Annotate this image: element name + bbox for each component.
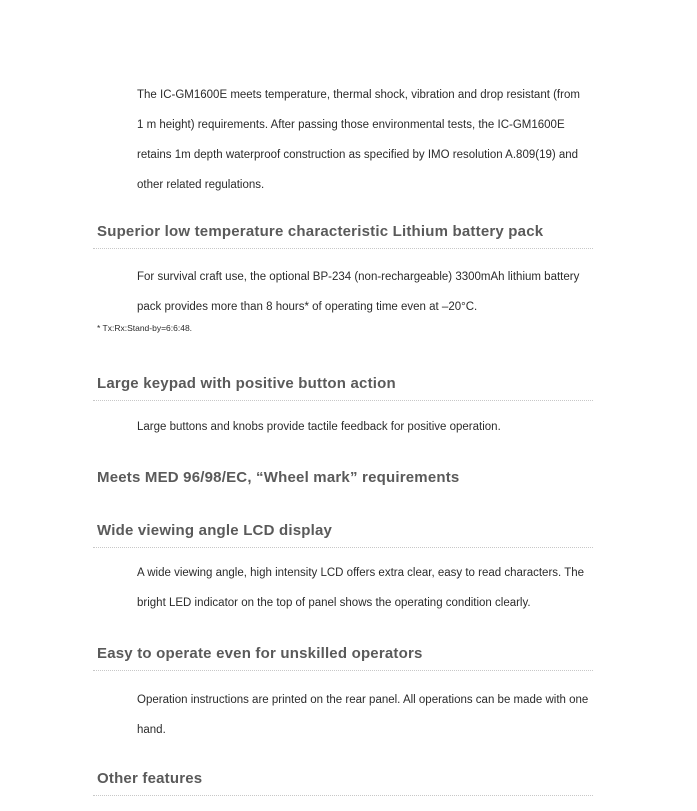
document-content [93, 0, 593, 796]
section-heading-med-wheel-mark: Meets MED 96/98/EC, “Wheel mark” requirements [97, 469, 460, 486]
intro-line: The IC-GM1600E meets temperature, thermal shock, vibration and drop resistant (from [137, 89, 580, 101]
section-heading-other-features: Other features [93, 769, 593, 796]
section-heading-keypad: Large keypad with positive button action [93, 374, 593, 401]
keypad-paragraph [137, 412, 593, 442]
lcd-line: A wide viewing angle, high intensity LCD offers extra clear, easy to read characters. The [137, 567, 585, 579]
lcd-line: bright LED indicator on the top of panel shows the operating condition clearly. [137, 597, 531, 609]
section-heading-lcd-display: Wide viewing angle LCD display [93, 521, 593, 548]
intro-paragraph [137, 80, 593, 200]
battery-footnote: * Tx:Rx:Stand-by=6:6:48. [97, 323, 193, 333]
section-heading-easy-operate: Easy to operate even for unskilled operators [93, 644, 593, 671]
lcd-paragraph [137, 558, 593, 618]
section-heading-battery-pack: Superior low temperature characteristic Lithium battery pack [93, 222, 593, 249]
intro-line: 1 m height) requirements. After passing those environmental tests, the IC-GM1600E [137, 119, 565, 131]
easy-operate-line: hand. [137, 724, 166, 736]
battery-line: pack provides more than 8 hours* of operating time even at –20°C. [137, 301, 478, 313]
easy-operate-line: Operation instructions are printed on the rear panel. All operations can be made with one [137, 694, 589, 706]
intro-line: retains 1m depth waterproof construction as specified by IMO resolution A.809(19) and [137, 149, 579, 161]
battery-paragraph [137, 262, 593, 322]
easy-operate-paragraph [137, 685, 593, 745]
keypad-line: Large buttons and knobs provide tactile feedback for positive operation. [137, 421, 501, 433]
intro-line: other related regulations. [137, 179, 265, 191]
battery-line: For survival craft use, the optional BP-234 (non-rechargeable) 3300mAh lithium battery [137, 271, 580, 283]
